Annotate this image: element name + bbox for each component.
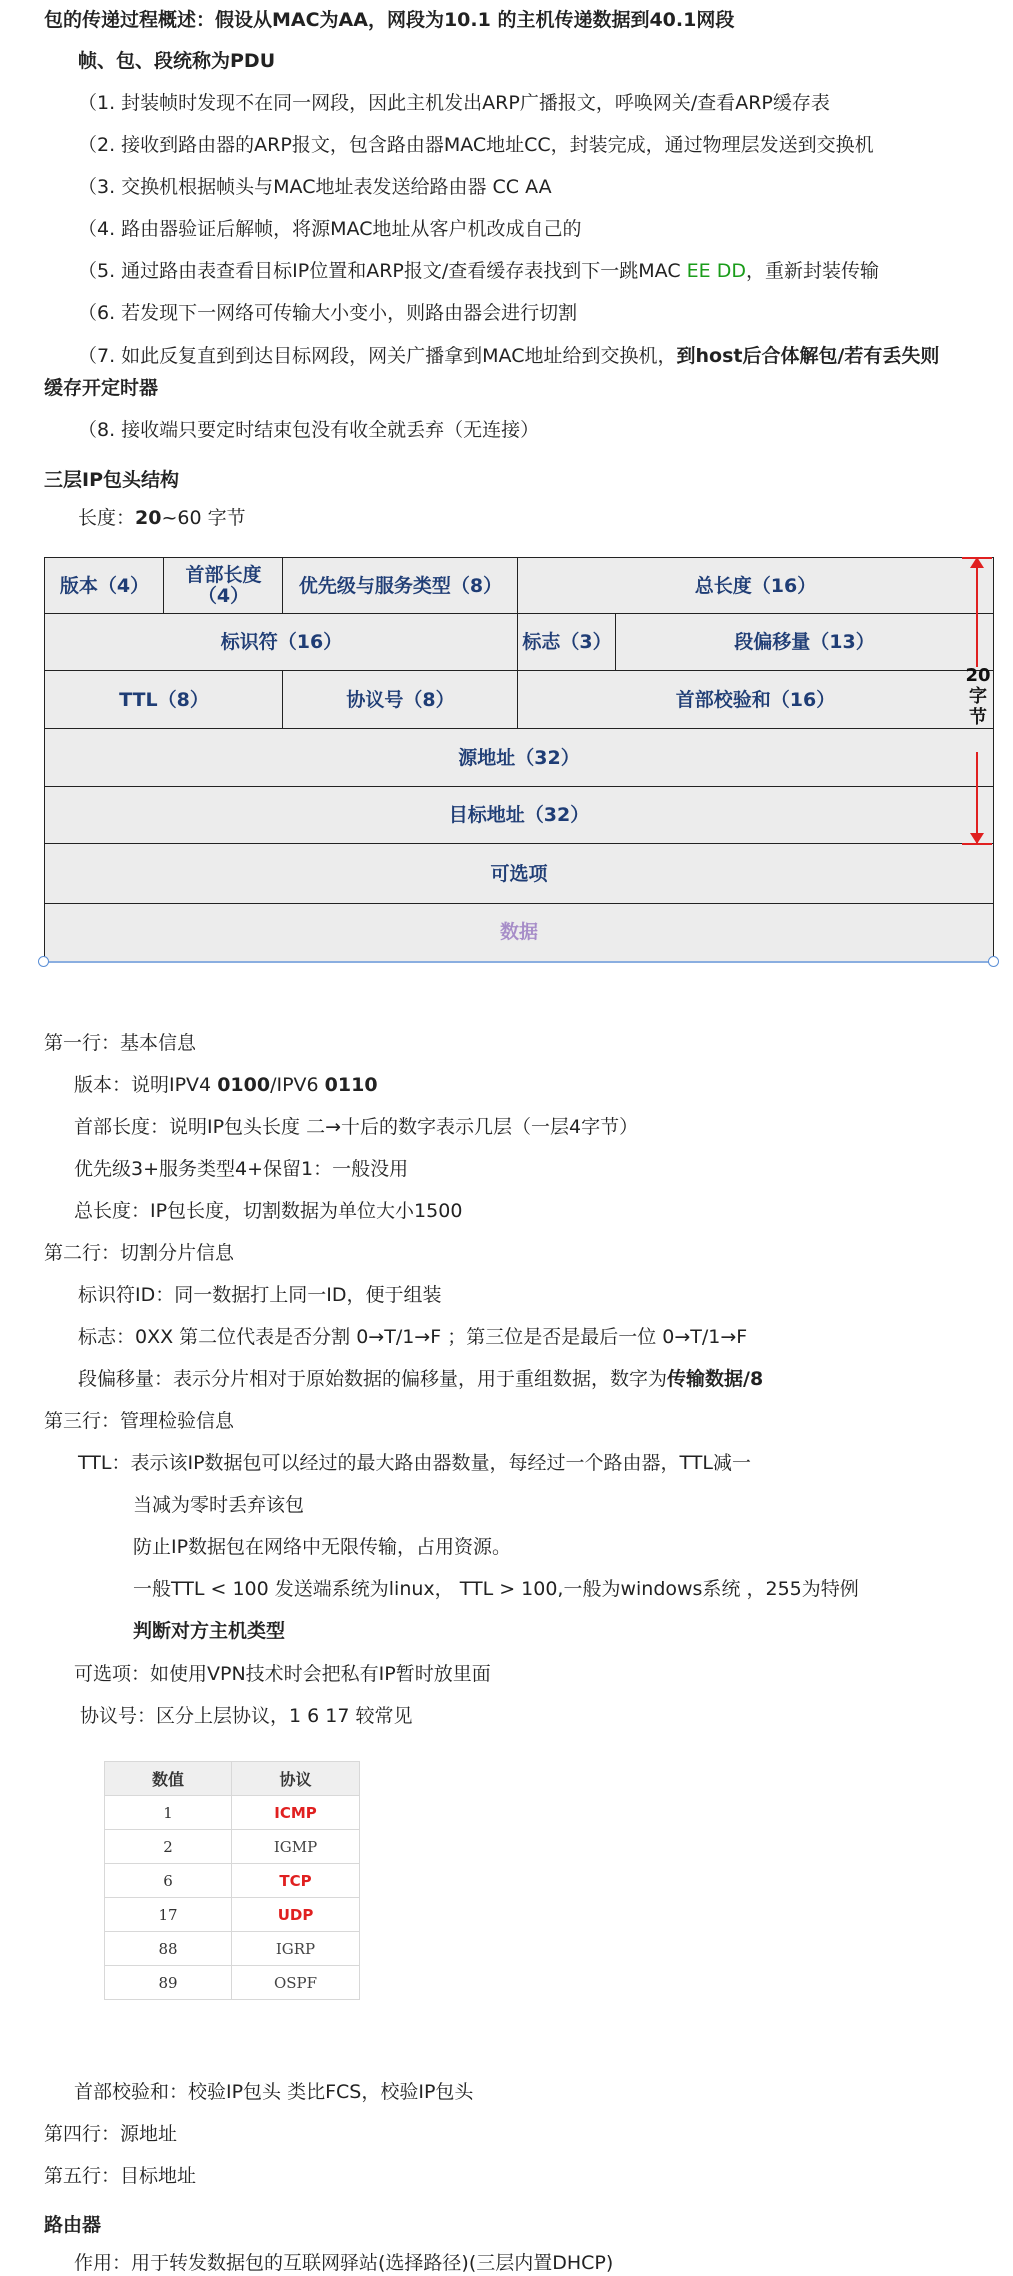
protocol-value: 17 bbox=[105, 1898, 232, 1932]
selection-line bbox=[44, 961, 994, 963]
options-line: 可选项：如使用VPN技术时会把私有IP暂时放里面 bbox=[74, 1663, 491, 1685]
step-7-bold: 到host后合体解包/若有丢失则 bbox=[676, 345, 940, 367]
protocol-value: 2 bbox=[105, 1830, 232, 1864]
step-5-tail: ，重新封装传输 bbox=[745, 260, 879, 282]
length-line bbox=[78, 505, 246, 531]
ttl-line: TTL：表示该IP数据包可以经过的最大路由器数量，每经过一个路由器，TTL减一 bbox=[78, 1452, 751, 1474]
header-value: 数值 bbox=[105, 1762, 232, 1796]
protocol-name: ICMP bbox=[232, 1796, 360, 1830]
ip-header-heading: 三层IP包头结构 bbox=[44, 469, 179, 491]
field-total-length: 总长度（16） bbox=[517, 557, 994, 615]
step-5-mac: EE DD bbox=[686, 260, 746, 282]
protocol-name: IGRP bbox=[232, 1932, 360, 1966]
step-4: （4. 路由器验证后解帧，将源MAC地址从客户机改成自己的 bbox=[78, 218, 582, 240]
step-6: （6. 若发现下一网络可传输大小变小，则路由器会进行切割 bbox=[78, 302, 578, 324]
router-heading: 路由器 bbox=[44, 2214, 102, 2236]
field-destination: 目标地址（32） bbox=[44, 786, 994, 845]
protocol-name: IGMP bbox=[232, 1830, 360, 1864]
router-line: 作用：用于转发数据包的互联网驿站(选择路径)(三层内置DHCP) bbox=[74, 2252, 614, 2274]
bracket-line-upper bbox=[976, 557, 978, 667]
ttl-os-line: 一般TTL < 100 发送端系统为linux， TTL > 100,一般为windows系统 ，255为特例 bbox=[133, 1578, 859, 1600]
field-protocol: 协议号（8） bbox=[282, 670, 519, 730]
row3-heading: 第三行：管理检验信息 bbox=[44, 1410, 235, 1432]
step-7 bbox=[78, 343, 939, 369]
pdu-note: 帧、包、段统称为PDU bbox=[78, 50, 276, 72]
offset-bold: 传输数据/8 bbox=[667, 1368, 764, 1390]
field-tos: 优先级与服务类型（8） bbox=[282, 557, 519, 615]
header-protocol: 协议 bbox=[232, 1762, 360, 1796]
version-line bbox=[74, 1072, 378, 1098]
step-7-text: （7. 如此反复直到到达目标网段，网关广播拿到MAC地址给到交换机， bbox=[78, 345, 677, 367]
intro-title: 包的传递过程概述：假设从MAC为AA，网段为10.1 的主机传递数据到40.1网段 bbox=[44, 9, 735, 31]
protocol-name: UDP bbox=[232, 1898, 360, 1932]
protocol-name: TCP bbox=[232, 1864, 360, 1898]
arrow-down-icon bbox=[970, 833, 984, 845]
table-row bbox=[105, 1796, 360, 1830]
ttl-zero-line: 当减为零时丢弃该包 bbox=[133, 1494, 305, 1516]
resize-handle-left[interactable] bbox=[38, 956, 49, 967]
field-options: 可选项 bbox=[44, 843, 994, 905]
row5-heading: 第五行：目标地址 bbox=[44, 2165, 197, 2187]
field-data: 数据 bbox=[44, 903, 994, 961]
step-1: （1. 封装帧时发现不在同一网段，因此主机发出ARP广播报文，呼唤网关/查看ARP缓存表 bbox=[78, 92, 830, 114]
ttl-prevent-line: 防止IP数据包在网络中无限传输，占用资源。 bbox=[133, 1536, 512, 1558]
protocol-table-header bbox=[105, 1762, 360, 1796]
length-label: 长度： bbox=[78, 507, 136, 529]
table-row bbox=[105, 1966, 360, 2000]
ipv4-bits: 0100 bbox=[217, 1074, 271, 1096]
length-min: 20 bbox=[135, 507, 162, 529]
protocol-table bbox=[104, 1761, 360, 2000]
field-checksum: 首部校验和（16） bbox=[517, 670, 994, 730]
row1-heading: 第一行：基本信息 bbox=[44, 1032, 197, 1054]
twenty-bytes-label-text: 20 字 节 bbox=[965, 665, 991, 728]
offset-line bbox=[78, 1366, 763, 1392]
id-line: 标识符ID：同一数据打上同一ID，便于组装 bbox=[78, 1284, 442, 1306]
tos-line: 优先级3+服务类型4+保留1：一般没用 bbox=[74, 1158, 409, 1180]
table-row bbox=[105, 1830, 360, 1864]
protocol-value: 1 bbox=[105, 1796, 232, 1830]
offset-text: 段偏移量：表示分片相对于原始数据的偏移量，用于重组数据，数字为 bbox=[78, 1368, 668, 1390]
length-rest: ~60 字节 bbox=[161, 507, 246, 529]
table-row bbox=[105, 1864, 360, 1898]
table-row bbox=[105, 1932, 360, 1966]
protocol-value: 6 bbox=[105, 1864, 232, 1898]
step-8: （8. 接收端只要定时结束包没有收全就丢弃（无连接） bbox=[78, 419, 540, 441]
field-fragment-offset: 段偏移量（13） bbox=[615, 613, 994, 672]
step-2: （2. 接收到路由器的ARP报文，包含路由器MAC地址CC，封装完成，通过物理层发送到交换机 bbox=[78, 134, 874, 156]
row4-heading: 第四行：源地址 bbox=[44, 2123, 178, 2145]
step-5 bbox=[78, 258, 879, 284]
protocol-line: 协议号：区分上层协议，1 6 17 较常见 bbox=[80, 1705, 413, 1727]
field-flags: 标志（3） bbox=[517, 613, 617, 672]
version-text: 版本：说明IPV4 bbox=[74, 1074, 218, 1096]
ipv6-bits: 0110 bbox=[324, 1074, 378, 1096]
resize-handle-right[interactable] bbox=[988, 956, 999, 967]
protocol-value: 88 bbox=[105, 1932, 232, 1966]
table-row bbox=[105, 1898, 360, 1932]
ihl-line: 首部长度：说明IP包头长度 二→十后的数字表示几层（一层4字节） bbox=[74, 1116, 639, 1138]
ttl-bold-line: 判断对方主机类型 bbox=[133, 1620, 286, 1642]
bracket-line-lower bbox=[976, 752, 978, 845]
flags-line: 标志：0XX 第二位代表是否分割 0→T/1→F ；第三位是否是最后一位 0→T/1→F bbox=[78, 1326, 748, 1348]
step-3: （3. 交换机根据帧头与MAC地址表发送给路由器 CC AA bbox=[78, 176, 552, 198]
checksum-line: 首部校验和：校验IP包头 类比FCS，校验IP包头 bbox=[74, 2081, 474, 2103]
field-source: 源地址（32） bbox=[44, 728, 994, 788]
total-length-line: 总长度：IP包长度，切割数据为单位大小1500 bbox=[74, 1200, 463, 1222]
step-7-continuation: 缓存开定时器 bbox=[44, 377, 159, 399]
step-5-text: （5. 通过路由表查看目标IP位置和ARP报文/查看缓存表找到下一跳MAC bbox=[78, 260, 687, 282]
row2-heading: 第二行：切割分片信息 bbox=[44, 1242, 235, 1264]
version-slash: /IPV6 bbox=[270, 1074, 325, 1096]
arrow-up-icon bbox=[970, 557, 984, 569]
protocol-name: OSPF bbox=[232, 1966, 360, 2000]
field-version: 版本（4） bbox=[44, 557, 165, 615]
field-ttl: TTL（8） bbox=[44, 670, 284, 730]
ip-header-diagram bbox=[44, 557, 994, 965]
field-identification: 标识符（16） bbox=[44, 613, 519, 672]
twenty-bytes-label bbox=[964, 665, 992, 728]
protocol-value: 89 bbox=[105, 1966, 232, 2000]
field-header-length: 首部长度（4） bbox=[163, 557, 284, 615]
